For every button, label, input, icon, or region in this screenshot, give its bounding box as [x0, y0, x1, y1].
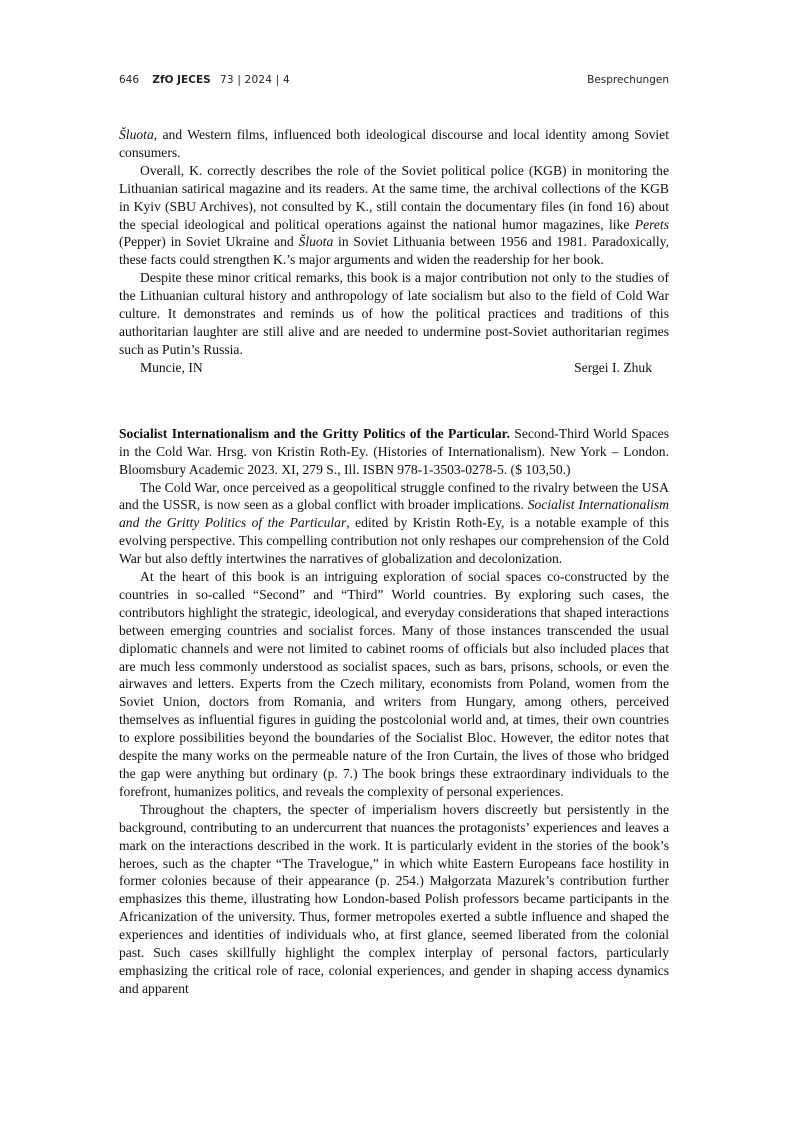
paragraph	[119, 162, 669, 269]
journal-name: ZfO JECES	[152, 74, 211, 86]
paragraph: Throughout the chapters, the specter of imperialism hovers discreetly but persistently in the background, contributing to an undercurrent that nuances the protagonists’ experiences and leaves a mark on the interactions described in the work. It is particularly evident in the stories of the book’s heroes, such as the chapter “The Travelogue,” in which white Eastern Europeans face hostility in former colonies because of their appearance (p. 254.) Małgorzata Mazurek’s contribution further emphasizes this theme, illustrating how London-based Polish professors became participants in the Africanization of the university. Thus, former metropoles exerted a subtle influence and shaped the experiences and identities of individuals who, at first glance, seemed liberated from the colonial past. Such cases skillfully highlight the complex interplay of personal factors, particularly emphasizing the critical role of race, colonial experiences, and gender in shaping access dynamics and apparent	[119, 801, 669, 996]
text-run: in Soviet Lithuania between 1956 and 1981. Paradoxically, these facts could strengthen K.’s major arguments and widen the readership for her book.	[119, 234, 669, 268]
text-run: , and Western films, influenced both ideological discourse and local identity among Soviet consumers.	[119, 127, 669, 160]
review-heading	[119, 425, 669, 479]
review-signature	[119, 359, 669, 377]
paragraph	[119, 126, 669, 162]
text-run: , edited by Kristin Roth-Ey, is a notable example of this evolving perspective. This compelling contribution not only reshapes our comprehension of the Cold War but also deftly intertwines the narratives of globalization and decolonization.	[119, 515, 669, 567]
volume-issue: 73 | 2024 | 4	[220, 74, 290, 86]
running-head-left	[119, 74, 290, 86]
text-run: Overall, K. correctly describes the role of the Soviet political police (KGB) in monitoring the Lithuanian satirical magazine and its readers. At the same time, the archival collections of the KGB in Kyiv (SBU Archives), not consulted by K., still contain the documentary files (in fond 16) about the special ideological and political operations against the national humor magazines, like	[119, 162, 669, 232]
paragraph: Despite these minor critical remarks, this book is a major contribution not only to the studies of the Lithuanian cultural history and anthropology of late socialism but also to the field of Cold War culture. It demonstrates and reminds us of how the political practices and traditions of this authoritarian laughter are still alive and are needed to undermine post-Soviet authoritarian regimes such as Putin’s Russia.	[119, 270, 669, 357]
text-run: The Cold War, once perceived as a geopolitical struggle confined to the rivalry between the USA and the USSR, is now seen as a global conflict with broader implications.	[119, 479, 669, 513]
book-title: Socialist Internationalism and the Gritty Politics of the Particular.	[119, 425, 510, 441]
paragraph	[119, 479, 669, 569]
running-head	[119, 74, 669, 90]
magazine-title: Šluota	[119, 127, 154, 142]
reviewer-name: Sergei I. Zhuk	[574, 359, 652, 375]
paragraph: At the heart of this book is an intriguing exploration of social spaces co-constructed by the countries in so-called “Second” and “Third” World countries. By exploring such cases, the contributors highlight the strategic, ideological, and everyday considerations that shaped interactions between emerging countries and socialist forces. Many of those instances transcended the usual diplomatic channels and were not limited to cabinet rooms of officials but also included places that are much less commonly understood as socialist spaces, such as bars, prisons, schools, or even the airwaves and letters. Experts from the Czech military, economists from Poland, women from the Soviet Union, doctors from Romania, and writers from Hungary, among others, perceived themselves as influential figures in guiding the postcolonial world and, at times, their own countries to explore possibilities beyond the boundaries of the Socialist Bloc. However, the editor notes that despite the many works on the permeable nature of the Iron Curtain, the lives of those who bridged the gap were anything but ordinary (p. 7.) The book brings these extraordinary individuals to the forefront, humanizes politics, and reveals the complexity of personal experiences.	[119, 569, 669, 799]
magazine-title: Šluota	[298, 234, 334, 250]
page-number: 646	[119, 74, 140, 86]
text-run: (Pepper) in Soviet Ukraine and	[119, 234, 299, 250]
section-name: Besprechungen	[587, 74, 669, 86]
magazine-title: Perets	[634, 216, 669, 232]
reviewer-location: Muncie, IN	[140, 359, 203, 375]
body-text	[119, 126, 669, 998]
book-title-italic: Socialist Internationalism and the Gritty Politics of the Particular	[119, 497, 669, 531]
bibliographic-details: Second-Third World Spaces in the Cold War. Hrsg. von Kristin Roth-Ey. (Histories of Internationalism). New York – London. Bloomsbury Academic 2023. XI, 279 S., Ill. ISBN 978-1-3503-0278-5. ($ 103,50.)	[119, 425, 669, 477]
